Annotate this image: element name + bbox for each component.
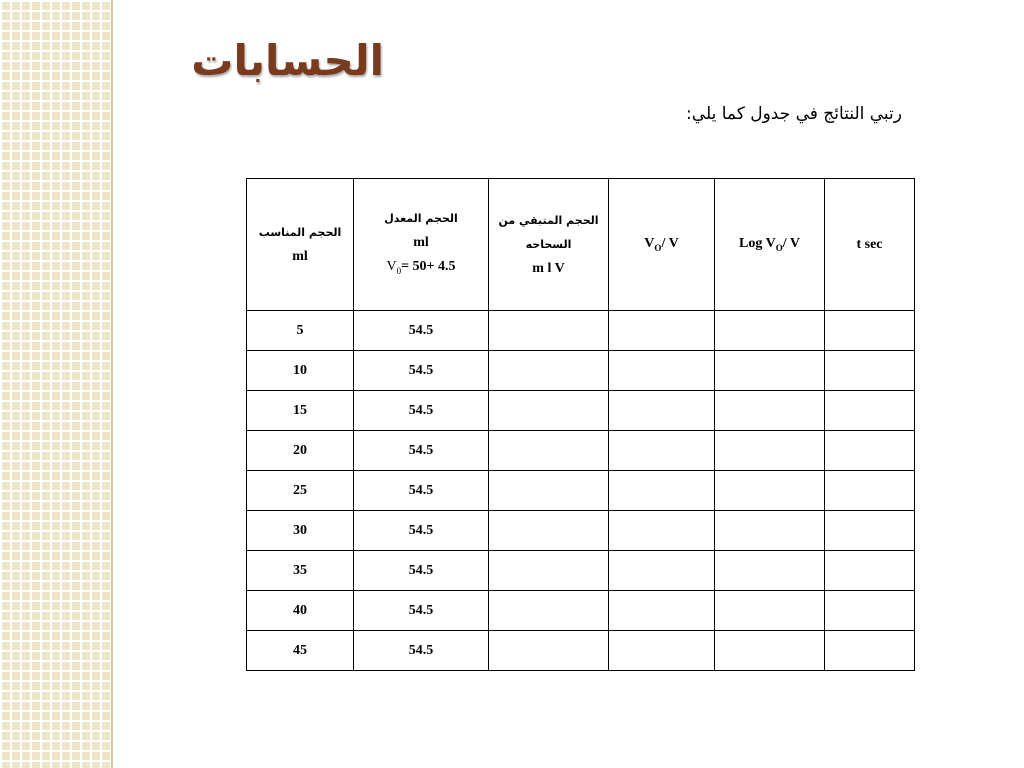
cell-vo-v [609, 351, 715, 391]
table-row [247, 351, 915, 391]
header-remaining-volume-label: الحجم المتبقي من [498, 213, 599, 227]
header-suitable-volume [247, 179, 354, 311]
table-row [247, 431, 915, 471]
cell-log-vo-v [715, 511, 825, 551]
cell-log-vo-v [715, 471, 825, 511]
cell-vo-v [609, 431, 715, 471]
cell-remaining [489, 471, 609, 511]
cell-adjusted: 54.5 [354, 631, 489, 671]
cell-t-sec [825, 431, 915, 471]
cell-volume: 15 [247, 391, 354, 431]
table-row [247, 311, 915, 351]
header-remaining-volume-label2: السحاحه [525, 237, 572, 251]
cell-adjusted: 54.5 [354, 551, 489, 591]
table-row [247, 551, 915, 591]
cell-log-vo-v [715, 551, 825, 591]
cell-t-sec [825, 511, 915, 551]
cell-remaining [489, 511, 609, 551]
cell-vo-v [609, 591, 715, 631]
cell-vo-v [609, 551, 715, 591]
cell-volume: 30 [247, 511, 354, 551]
cell-adjusted: 54.5 [354, 431, 489, 471]
cell-vo-v [609, 471, 715, 511]
header-suitable-volume-unit: ml [292, 248, 308, 264]
cell-vo-v [609, 391, 715, 431]
table-row [247, 471, 915, 511]
cell-volume: 35 [247, 551, 354, 591]
cell-volume: 20 [247, 431, 354, 471]
cell-log-vo-v [715, 391, 825, 431]
header-adjusted-volume-label: الحجم المعدل [384, 211, 458, 225]
cell-remaining [489, 431, 609, 471]
cell-remaining [489, 631, 609, 671]
header-remaining-volume [489, 179, 609, 311]
cell-remaining [489, 351, 609, 391]
cell-vo-v [609, 511, 715, 551]
header-adjusted-volume [354, 179, 489, 311]
cell-t-sec [825, 351, 915, 391]
decorative-side-band [0, 0, 113, 768]
cell-remaining [489, 391, 609, 431]
table-header-row [247, 179, 915, 311]
cell-volume: 40 [247, 591, 354, 631]
cell-remaining [489, 591, 609, 631]
header-suitable-volume-label: الحجم المناسب [258, 225, 342, 239]
cell-adjusted: 54.5 [354, 471, 489, 511]
cell-volume: 25 [247, 471, 354, 511]
cell-log-vo-v [715, 311, 825, 351]
instruction-text: رتبي النتائج في جدول كما يلي: [686, 104, 902, 124]
slide-title: الحسابات [191, 36, 384, 85]
table-row [247, 391, 915, 431]
header-adjusted-volume-unit: ml [413, 234, 429, 250]
header-remaining-volume-unit: m l V [532, 260, 565, 276]
header-log-vo-over-v: Log $V_O/$ V [715, 179, 825, 311]
cell-t-sec [825, 591, 915, 631]
cell-t-sec [825, 471, 915, 511]
cell-t-sec [825, 391, 915, 431]
cell-t-sec [825, 311, 915, 351]
cell-volume: 5 [247, 311, 354, 351]
cell-log-vo-v [715, 351, 825, 391]
cell-log-vo-v [715, 631, 825, 671]
table-row [247, 511, 915, 551]
cell-remaining [489, 311, 609, 351]
header-t-sec: t sec [825, 179, 915, 311]
cell-t-sec [825, 551, 915, 591]
cell-adjusted: 54.5 [354, 311, 489, 351]
cell-volume: 10 [247, 351, 354, 391]
cell-adjusted: 54.5 [354, 391, 489, 431]
cell-t-sec [825, 631, 915, 671]
cell-vo-v [609, 311, 715, 351]
table-row [247, 591, 915, 631]
cell-vo-v [609, 631, 715, 671]
results-table [246, 178, 915, 671]
cell-adjusted: 54.5 [354, 351, 489, 391]
cell-adjusted: 54.5 [354, 591, 489, 631]
cell-volume: 45 [247, 631, 354, 671]
header-adjusted-volume-formula: $V_0= 50+ 4.5$ [386, 258, 456, 276]
table-row [247, 631, 915, 671]
cell-adjusted: 54.5 [354, 511, 489, 551]
cell-log-vo-v [715, 591, 825, 631]
cell-log-vo-v [715, 431, 825, 471]
header-vo-over-v: $V_O/$ V [609, 179, 715, 311]
cell-remaining [489, 551, 609, 591]
